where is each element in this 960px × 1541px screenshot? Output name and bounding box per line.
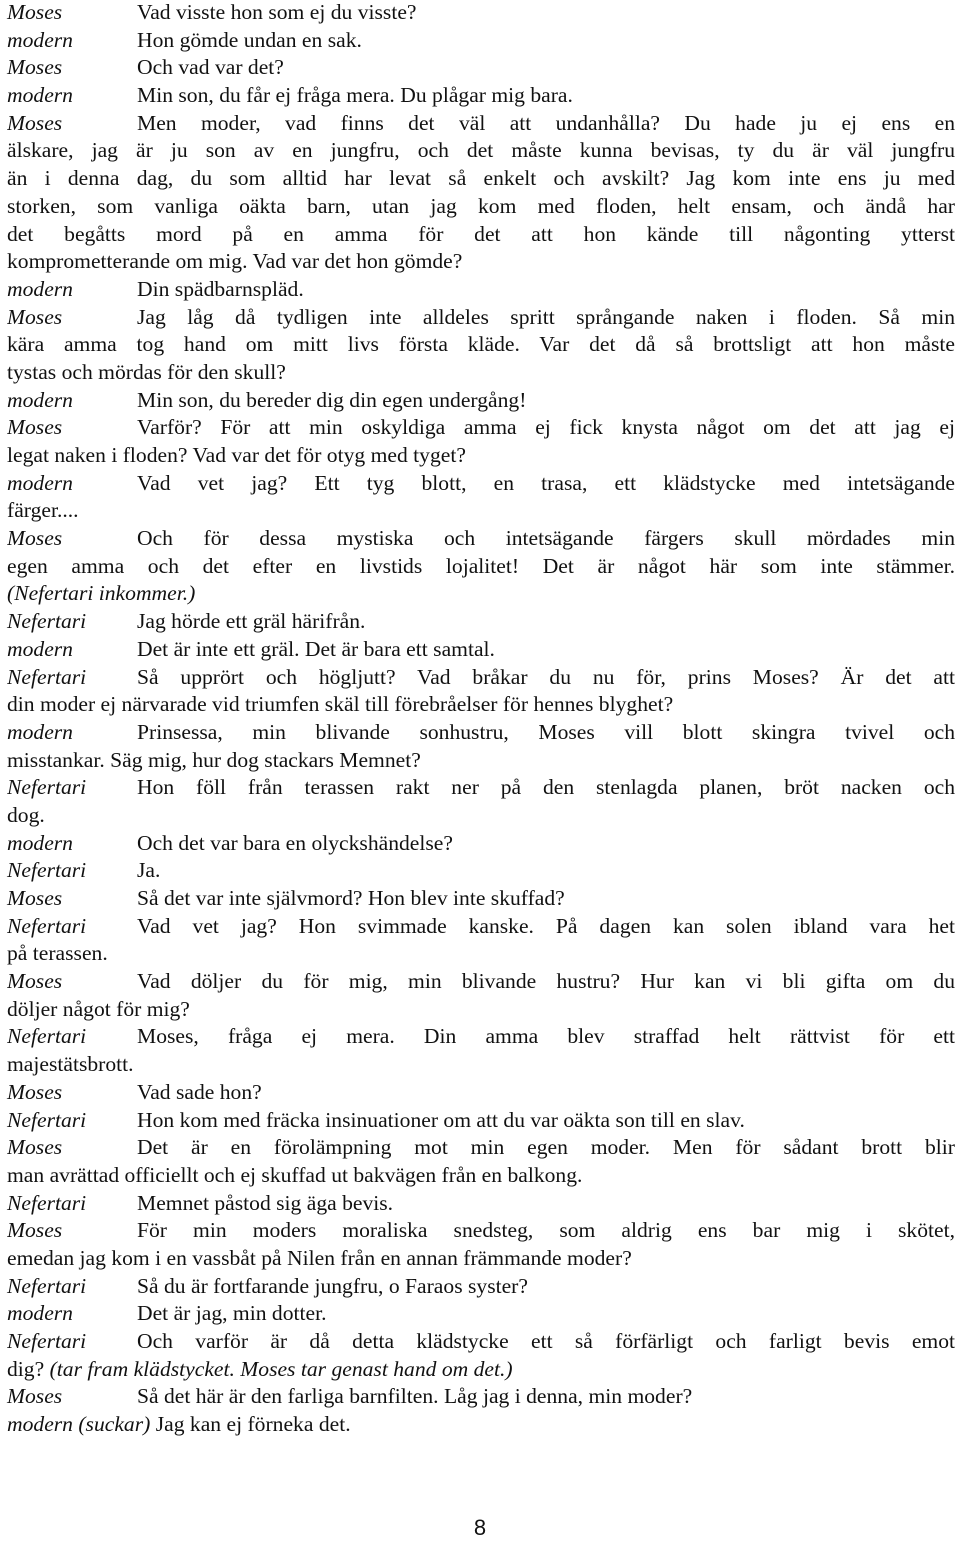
dialogue-text: emedan jag kom i en vassbåt på Nilen från en annan främmande moder? <box>7 1245 632 1270</box>
dialogue-text: Och för dessa mystiska och intetsägande färgers skull mördades min <box>137 526 955 551</box>
speaker-name: modern <box>7 83 73 108</box>
speaker-name: Nefertari <box>7 1107 87 1132</box>
dialogue-text: Men moder, vad finns det väl att undanhålla? Du hade ju ej ens en <box>137 110 955 135</box>
script-line <box>7 137 955 165</box>
script-line <box>7 1300 955 1328</box>
script-line <box>7 165 955 193</box>
dialogue-text: storken, som vanliga oäkta barn, utan jag kom med floden, helt ensam, och ändå har <box>7 193 955 218</box>
dialogue-text: Så det var inte självmord? Hon blev inte skuffad? <box>137 886 565 910</box>
script-line <box>7 802 955 830</box>
dialogue-text: Jag hörde ett gräl härifrån. <box>137 609 366 634</box>
script-line <box>7 1273 955 1301</box>
dialogue-text: Din spädbarnspläd. <box>137 276 304 301</box>
dialogue-text: det begåtts mord på en amma för det att hon kände till någonting ytterst <box>7 221 955 246</box>
speaker-name: modern <box>7 719 73 744</box>
speaker-name: modern <box>7 387 73 412</box>
stage-direction: (tar fram klädstycket. Moses tar genast hand om det.) <box>49 1356 513 1381</box>
script-line <box>7 968 955 996</box>
speaker-name: Nefertari <box>7 1024 87 1049</box>
script-line <box>7 1023 955 1051</box>
script-line <box>7 221 955 249</box>
script-line <box>7 276 955 304</box>
speaker-name: Nefertari <box>7 913 87 938</box>
script-line <box>7 331 955 359</box>
speaker-name: modern <box>7 830 73 855</box>
dialogue-text: egen amma och det efter en livstids lojalitet! Det är något här som inte stämmer. <box>7 553 955 578</box>
dialogue-text: Min son, du bereder dig din egen undergång! <box>137 387 527 412</box>
dialogue-text: Vad vet jag? Ett tyg blott, en trasa, ett klädstycke med intetsägande <box>137 470 955 495</box>
script-line <box>7 497 955 525</box>
script-line <box>7 193 955 221</box>
dialogue-text: dog. <box>7 802 45 827</box>
script-line <box>7 636 955 664</box>
speaker-name: Moses <box>7 1218 63 1243</box>
script-line <box>7 525 955 553</box>
speaker-name: Moses <box>7 1079 63 1104</box>
script-line <box>7 830 955 858</box>
script-line <box>7 1162 955 1190</box>
dialogue-text: Hon kom med fräcka insinuationer om att du var oäkta son till en slav. <box>137 1107 745 1132</box>
speaker-name: modern <box>7 27 73 52</box>
script-line <box>7 747 955 775</box>
dialogue-text: Jag kan ej förneka det. <box>155 1412 351 1437</box>
dialogue-text: Prinsessa, min blivande sonhustru, Moses vill blott skingra tvivel och <box>137 719 955 744</box>
speaker-name: Nefertari <box>7 1329 87 1353</box>
script-line <box>7 1134 955 1162</box>
script-line <box>7 414 955 442</box>
speaker-name: Moses <box>7 1384 63 1409</box>
speaker-name: Moses <box>7 304 63 329</box>
script-line <box>7 359 955 387</box>
speaker-name: Moses <box>7 0 63 24</box>
dialogue-text: Jag låg då tydligen inte alldeles spritt språngande naken i floden. Så min <box>137 304 955 329</box>
speaker-name: modern <box>7 1301 73 1326</box>
speaker-name: Moses <box>7 1135 63 1160</box>
script-line <box>7 719 955 747</box>
speaker-name: Moses <box>7 55 63 80</box>
dialogue-text: Ja. <box>137 858 161 883</box>
script-line <box>7 1107 955 1135</box>
script-line <box>7 553 955 581</box>
dialogue-text: majestätsbrott. <box>7 1052 134 1077</box>
dialogue-text: din moder ej närvarade vid triumfen skäl till förebråelser för hennes blyghet? <box>7 692 674 717</box>
dialogue-text: Vad visste hon som ej du visste? <box>137 0 417 24</box>
script-line <box>7 1356 955 1384</box>
script-line <box>7 996 955 1024</box>
script-line <box>7 1051 955 1079</box>
speaker-name: modern <box>7 636 73 661</box>
dialogue-text: Så upprört och högljutt? Vad bråkar du nu för, prins Moses? Är det att <box>137 664 955 689</box>
speaker-name: Nefertari <box>7 775 87 800</box>
script-line <box>7 304 955 332</box>
page-number: 8 <box>473 1515 487 1540</box>
script-line <box>7 1190 955 1218</box>
script-line <box>7 27 955 55</box>
dialogue-text: misstankar. Säg mig, hur dog stackars Memnet? <box>7 747 421 772</box>
dialogue-text: För min moders moraliska snedsteg, som aldrig ens bar mig i skötet, <box>137 1218 955 1243</box>
dialogue-text: färger.... <box>7 498 79 523</box>
dialogue-text: Och det var bara en olyckshändelse? <box>137 830 453 855</box>
speaker-name: Moses <box>7 415 63 440</box>
dialogue-text: Det är inte ett gräl. Det är bara ett samtal. <box>137 636 495 661</box>
dialogue-text: döljer något för mig? <box>7 996 190 1021</box>
dialogue-text: Så det här är den farliga barnfilten. Låg jag i denna, min moder? <box>137 1384 693 1409</box>
dialogue-text: komprometterande om mig. Vad var det hon gömde? <box>7 249 463 274</box>
speaker-name: Moses <box>7 886 63 910</box>
dialogue-text: Och vad var det? <box>137 55 284 80</box>
speaker-name: Nefertari <box>7 1190 87 1215</box>
script-line <box>7 54 955 82</box>
script-line <box>7 110 955 138</box>
dialogue-text: älskare, jag är ju son av en jungfru, och det måste kunna bevisas, ty du är väl jungfru <box>7 138 955 163</box>
speaker-name: Nefertari <box>7 609 87 634</box>
script-line <box>7 1328 955 1356</box>
dialogue-text: tystas och mördas för den skull? <box>7 359 286 384</box>
dialogue-text: Vad sade hon? <box>137 1079 262 1104</box>
script-line <box>7 664 955 692</box>
dialogue-text: Memnet påstod sig äga bevis. <box>137 1190 394 1215</box>
script-line <box>7 691 955 719</box>
dialogue-text: Vad vet jag? Hon svimmade kanske. På dagen kan solen ibland vara het <box>137 913 955 938</box>
speaker-name: modern <box>7 276 73 301</box>
dialogue-text: Och varför är då detta klädstycke ett så förfärligt och farligt bevis emot <box>137 1329 955 1353</box>
script-page <box>7 0 955 1439</box>
script-line <box>7 580 955 608</box>
script-line <box>7 248 955 276</box>
dialogue-text: Vad döljer du för mig, min blivande hustru? Hur kan vi bli gifta om du <box>137 969 955 994</box>
dialogue-text: Varför? För att min oskyldiga amma ej fick knysta något om det att jag ej <box>137 415 955 440</box>
script-line <box>7 1411 955 1439</box>
speaker-name: modern <box>7 470 73 495</box>
dialogue-text: Moses, fråga ej mera. Din amma blev straffad helt rättvist för ett <box>137 1024 955 1049</box>
script-line <box>7 387 955 415</box>
speaker-name: Nefertari <box>7 858 87 883</box>
script-line <box>7 0 955 27</box>
script-line <box>7 885 955 913</box>
speaker-name: modern (suckar) <box>7 1412 151 1437</box>
speaker-name: Nefertari <box>7 1273 87 1298</box>
dialogue-text: Hon gömde undan en sak. <box>137 27 362 52</box>
speaker-name: Nefertari <box>7 664 87 689</box>
speaker-name: Moses <box>7 526 63 551</box>
dialogue-text: dig? <box>7 1356 45 1381</box>
dialogue-text: legat naken i floden? Vad var det för otyg med tyget? <box>7 443 466 467</box>
script-line <box>7 1079 955 1107</box>
stage-direction: (Nefertari inkommer.) <box>7 581 196 606</box>
dialogue-text: på terassen. <box>7 941 108 966</box>
dialogue-text: Min son, du får ej fråga mera. Du plågar mig bara. <box>137 83 573 108</box>
dialogue-text: man avrättad officiellt och ej skuffad ut bakvägen från en balkong. <box>7 1162 583 1187</box>
dialogue-text: Det är jag, min dotter. <box>137 1301 327 1326</box>
dialogue-text: Det är en förolämpning mot min egen moder. Men för sådant brott blir <box>137 1135 955 1160</box>
script-line <box>7 940 955 968</box>
script-line <box>7 470 955 498</box>
dialogue-text: än i denna dag, du som alltid har levat så enkelt och avskilt? Jag kom inte ens ju med <box>7 166 955 191</box>
dialogue-text: Så du är fortfarande jungfru, o Faraos syster? <box>137 1273 528 1298</box>
script-line <box>7 82 955 110</box>
script-line <box>7 1217 955 1245</box>
speaker-name: Moses <box>7 969 63 994</box>
script-line <box>7 857 955 885</box>
dialogue-text: kära amma tog hand om mitt livs första kläde. Var det då så brottsligt att hon måste <box>7 332 955 357</box>
script-line <box>7 774 955 802</box>
script-line <box>7 608 955 636</box>
script-line <box>7 913 955 941</box>
script-line <box>7 442 955 470</box>
script-line <box>7 1383 955 1411</box>
speaker-name: Moses <box>7 110 63 135</box>
script-line <box>7 1245 955 1273</box>
dialogue-text: Hon föll från terassen rakt ner på den stenlagda planen, bröt nacken och <box>137 775 955 800</box>
